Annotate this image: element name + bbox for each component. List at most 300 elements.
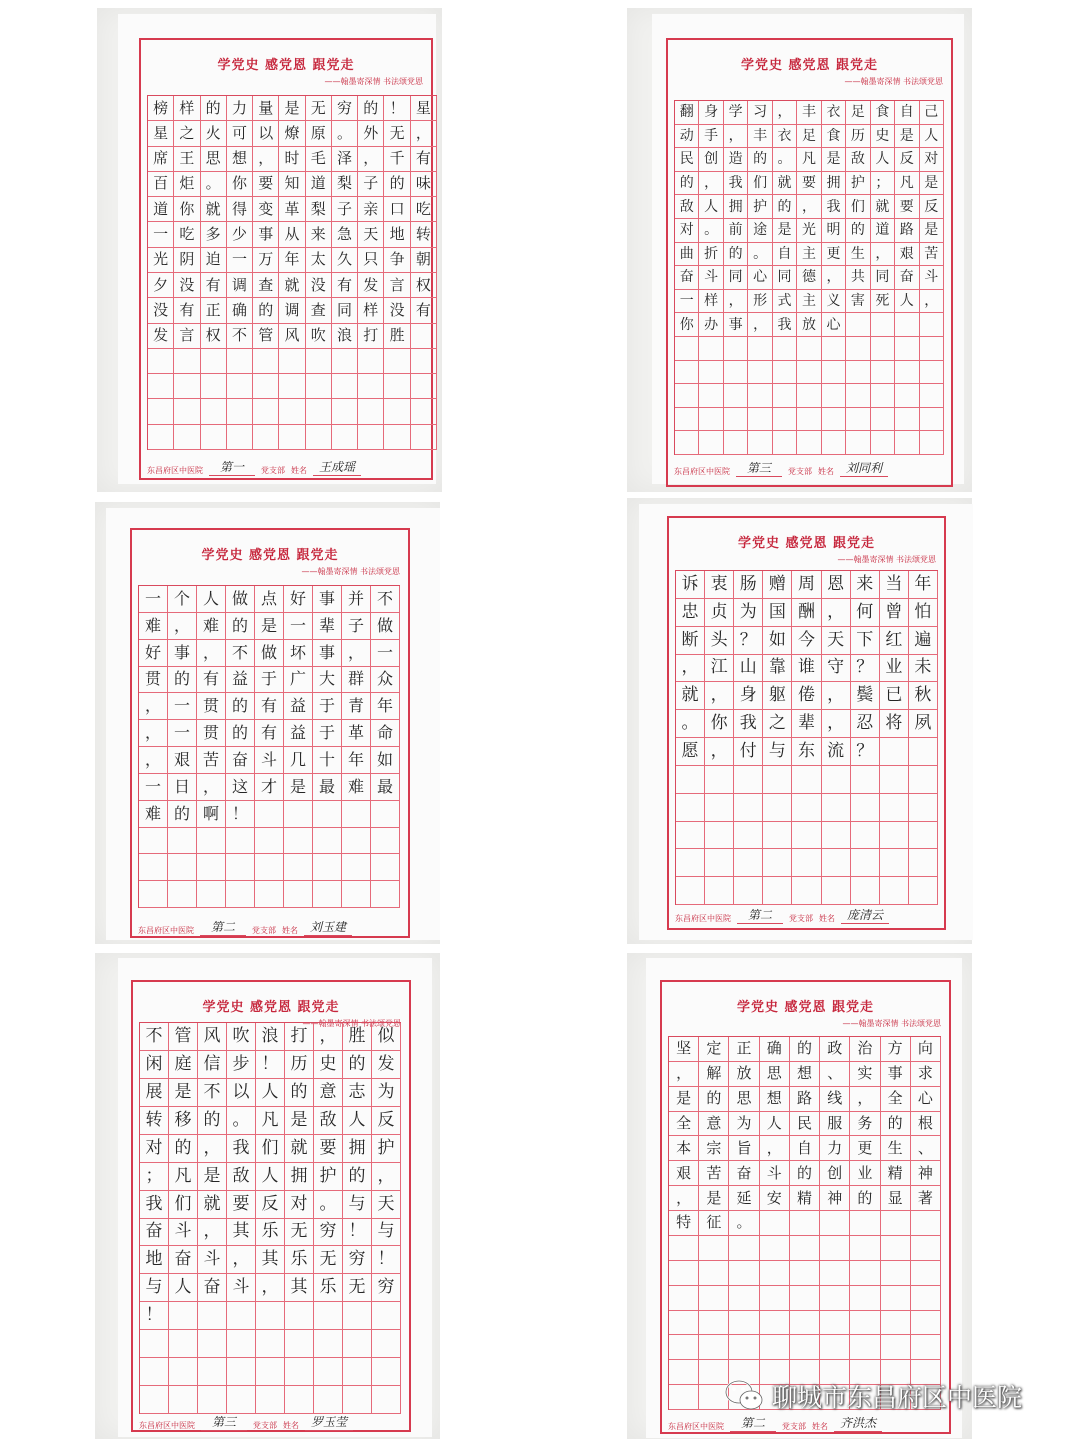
grid-cell: [669, 1261, 699, 1286]
grid-cell: 事: [724, 313, 748, 337]
grid-cell: 。: [227, 1107, 256, 1135]
grid-cell: 益: [226, 667, 255, 694]
grid-cell: 是: [198, 1163, 227, 1191]
grid-cell: 事: [253, 222, 279, 247]
grid-cell: [763, 849, 792, 877]
grid-cell: ，: [871, 243, 895, 267]
grid-cell: [724, 361, 748, 385]
grid-cell: 全: [669, 1112, 699, 1137]
grid-cell: 服: [820, 1112, 850, 1137]
grid-cell: 穷: [372, 1274, 401, 1302]
grid-cell: 似: [372, 1023, 401, 1051]
grid-cell: [881, 1311, 911, 1336]
grid-cell: 口: [384, 197, 410, 222]
hospital-label: 东昌府区中医院: [668, 1422, 724, 1431]
grid-cell: 艰: [168, 747, 197, 774]
grid-cell: 护: [314, 1163, 343, 1191]
grid-cell: 乐: [256, 1219, 285, 1247]
grid-cell: [669, 1311, 699, 1336]
grid-cell: 我: [140, 1191, 169, 1219]
grid-cell: [705, 822, 734, 850]
grid-cell: [820, 1261, 850, 1286]
sheet-subtitle: ——翰墨寄深情 书法颂党恩: [301, 567, 400, 576]
grid-cell: 没: [148, 298, 174, 323]
grid-cell: 是: [285, 1107, 314, 1135]
grid-cell: 凡: [169, 1163, 198, 1191]
grid-cell: 人: [197, 586, 226, 613]
grid-cell: ，: [256, 1274, 285, 1302]
grid-cell: 辈: [313, 613, 342, 640]
grid-cell: 贯: [197, 693, 226, 720]
grid-cell: [920, 313, 944, 337]
grid-cell: [699, 361, 723, 385]
grid-cell: 倦: [792, 682, 821, 710]
grid-cell: [227, 425, 253, 450]
grid-cell: [760, 1286, 790, 1311]
grid-cell: 是: [822, 148, 846, 172]
sheet-footer: [138, 918, 402, 936]
grid-cell: [763, 822, 792, 850]
grid-cell: [372, 1330, 401, 1358]
grid-cell: 群: [342, 667, 371, 694]
grid-cell: 江: [705, 655, 734, 683]
grid-cell: 一: [371, 640, 400, 667]
grid-cell: 以: [227, 1079, 256, 1107]
grid-cell: [699, 337, 723, 361]
grid-cell: [169, 1302, 198, 1330]
grid-cell: 旨: [729, 1136, 759, 1161]
grid-cell: 凡: [895, 172, 919, 196]
grid-cell: [846, 408, 870, 432]
writer-name: 王成瑶: [313, 458, 361, 476]
grid-cell: 你: [675, 313, 699, 337]
grid-cell: 没: [174, 273, 200, 298]
grid-cell: [909, 877, 938, 905]
grid-cell: 延: [729, 1186, 759, 1211]
grid-cell: 。: [332, 121, 358, 146]
grid-cell: [227, 374, 253, 399]
grid-cell: [734, 822, 763, 850]
grid-cell: ，: [760, 1136, 790, 1161]
grid-cell: [822, 384, 846, 408]
name-label: 姓名: [291, 466, 307, 475]
grid-cell: [850, 1211, 880, 1236]
grid-cell: 反: [920, 195, 944, 219]
grid-cell: 的: [699, 1087, 729, 1112]
grid-cell: 征: [699, 1211, 729, 1236]
grid-cell: 只: [358, 248, 384, 273]
grid-cell: 子: [332, 197, 358, 222]
grid-cell: [748, 361, 772, 385]
grid-cell: 转: [140, 1107, 169, 1135]
grid-cell: 遍: [909, 627, 938, 655]
grid-cell: 流: [822, 738, 851, 766]
grid-cell: 忠: [676, 599, 705, 627]
grid-cell: 来: [851, 571, 880, 599]
grid-cell: 地: [140, 1246, 169, 1274]
grid-cell: [227, 1330, 256, 1358]
grid-cell: 自: [790, 1136, 820, 1161]
grid-cell: [256, 1386, 285, 1414]
grid-cell: [850, 1261, 880, 1286]
grid-cell: 。: [699, 219, 723, 243]
grid-cell: 们: [846, 195, 870, 219]
grid-cell: [284, 881, 313, 908]
grid-cell: ！: [384, 96, 410, 121]
grid-cell: 路: [790, 1087, 820, 1112]
name-label: 姓名: [283, 1421, 299, 1430]
grid-cell: 道: [871, 219, 895, 243]
grid-cell: 的: [724, 243, 748, 267]
grid-cell: [705, 849, 734, 877]
grid-cell: 造: [724, 148, 748, 172]
grid-cell: 道: [306, 172, 332, 197]
grid-cell: ，: [198, 1135, 227, 1163]
grid-cell: [729, 1311, 759, 1336]
grid-cell: 无: [314, 1246, 343, 1274]
sheet-footer: [674, 459, 945, 477]
grid-cell: 调: [227, 273, 253, 298]
grid-cell: [773, 337, 797, 361]
grid-cell: 乐: [314, 1274, 343, 1302]
grid-cell: ，: [676, 655, 705, 683]
grid-cell: 点: [255, 586, 284, 613]
grid-cell: ，: [139, 747, 168, 774]
grid-cell: [358, 399, 384, 424]
grid-cell: 苦: [197, 747, 226, 774]
grid-cell: 创: [820, 1161, 850, 1186]
grid-cell: 争: [384, 248, 410, 273]
grid-cell: [792, 849, 821, 877]
grid-cell: 地: [384, 222, 410, 247]
grid-cell: ，: [358, 147, 384, 172]
grid-cell: 更: [850, 1136, 880, 1161]
grid-cell: 志: [343, 1079, 372, 1107]
grid-cell: [313, 801, 342, 828]
grid-cell: ，: [797, 195, 821, 219]
grid-cell: ，: [822, 710, 851, 738]
grid-cell: 下: [851, 627, 880, 655]
grid-cell: 思: [201, 147, 227, 172]
grid-cell: 要: [895, 195, 919, 219]
grid-cell: 闲: [140, 1051, 169, 1079]
grid-cell: 已: [880, 682, 909, 710]
grid-cell: 吹: [306, 324, 332, 349]
grid-cell: [148, 349, 174, 374]
grid-cell: 奋: [895, 266, 919, 290]
writing-grid: [675, 570, 938, 905]
grid-cell: 头: [705, 627, 734, 655]
grid-cell: [227, 1302, 256, 1330]
grid-cell: 拥: [724, 195, 748, 219]
grid-cell: [342, 828, 371, 855]
grid-cell: [411, 349, 437, 374]
grid-cell: [820, 1286, 850, 1311]
grid-cell: 动: [675, 125, 699, 149]
grid-cell: 泽: [332, 147, 358, 172]
grid-cell: 心: [911, 1087, 941, 1112]
grid-cell: 并: [342, 586, 371, 613]
grid-cell: [285, 1302, 314, 1330]
grid-cell: [669, 1286, 699, 1311]
grid-cell: 益: [284, 693, 313, 720]
grid-cell: 对: [140, 1135, 169, 1163]
grid-cell: 意: [699, 1112, 729, 1137]
grid-cell: 人: [169, 1274, 198, 1302]
grid-cell: 星: [148, 121, 174, 146]
grid-cell: 移: [169, 1107, 198, 1135]
grid-cell: 急: [332, 222, 358, 247]
grid-cell: [342, 881, 371, 908]
grid-cell: 的: [253, 298, 279, 323]
grid-cell: 将: [880, 710, 909, 738]
grid-cell: 命: [371, 720, 400, 747]
grid-cell: 曾: [880, 599, 909, 627]
grid-cell: 与: [372, 1219, 401, 1247]
grid-cell: [148, 399, 174, 424]
grid-cell: [255, 854, 284, 881]
grid-cell: [197, 854, 226, 881]
grid-cell: 发: [148, 324, 174, 349]
grid-cell: 。: [201, 172, 227, 197]
grid-cell: 艰: [669, 1161, 699, 1186]
grid-cell: 毛: [306, 147, 332, 172]
grid-cell: ，: [227, 1246, 256, 1274]
grid-cell: 奋: [198, 1274, 227, 1302]
grid-cell: [911, 1211, 941, 1236]
grid-cell: 贯: [139, 667, 168, 694]
grid-cell: 身: [734, 682, 763, 710]
grid-cell: [822, 408, 846, 432]
grid-cell: 个: [168, 586, 197, 613]
grid-cell: [911, 1236, 941, 1261]
grid-cell: 天: [358, 222, 384, 247]
grid-cell: 敌: [314, 1107, 343, 1135]
sheet-title: 学党史 感党恩 跟党走: [202, 1000, 340, 1015]
grid-cell: [227, 349, 253, 374]
grid-cell: [797, 408, 821, 432]
sheet-footer: [675, 906, 938, 924]
grid-cell: 步: [227, 1051, 256, 1079]
grid-cell: [227, 1386, 256, 1414]
grid-cell: 全: [881, 1087, 911, 1112]
grid-cell: 浪: [256, 1023, 285, 1051]
writer-name: 庞清云: [841, 906, 889, 924]
grid-cell: 周: [792, 571, 821, 599]
grid-cell: 付: [734, 738, 763, 766]
grid-cell: 查: [306, 298, 332, 323]
grid-cell: [343, 1302, 372, 1330]
grid-cell: [880, 794, 909, 822]
grid-cell: [198, 1330, 227, 1358]
grid-cell: 与: [140, 1274, 169, 1302]
grid-cell: 手: [699, 125, 723, 149]
grid-cell: [306, 399, 332, 424]
grid-cell: [880, 849, 909, 877]
grid-cell: 的: [850, 1186, 880, 1211]
grid-cell: [676, 822, 705, 850]
grid-cell: [895, 384, 919, 408]
grid-cell: ！: [372, 1246, 401, 1274]
grid-cell: 穷: [343, 1246, 372, 1274]
grid-cell: 主: [797, 243, 821, 267]
grid-cell: 权: [201, 324, 227, 349]
grid-cell: 查: [253, 273, 279, 298]
grid-cell: 历: [846, 125, 870, 149]
grid-cell: [332, 399, 358, 424]
grid-cell: 生: [846, 243, 870, 267]
grid-cell: ，: [724, 125, 748, 149]
grid-cell: 想: [790, 1062, 820, 1087]
grid-cell: [314, 1386, 343, 1414]
grid-cell: [820, 1311, 850, 1336]
branch-label: 党支部: [261, 466, 285, 475]
grid-cell: 变: [253, 197, 279, 222]
grid-cell: 就: [198, 1191, 227, 1219]
grid-cell: [256, 1330, 285, 1358]
grid-cell: 一: [284, 613, 313, 640]
grid-cell: [675, 384, 699, 408]
grid-cell: [880, 822, 909, 850]
grid-cell: [911, 1286, 941, 1311]
grid-cell: [895, 431, 919, 455]
grid-cell: [306, 425, 332, 450]
grid-cell: 以: [253, 121, 279, 146]
grid-cell: 做: [371, 613, 400, 640]
sheet-subtitle: ——翰墨寄深情 书法颂党恩: [844, 77, 943, 86]
grid-cell: 翻: [675, 101, 699, 125]
grid-cell: [198, 1302, 227, 1330]
grid-cell: 打: [358, 324, 384, 349]
grid-cell: [871, 408, 895, 432]
grid-cell: [763, 877, 792, 905]
grid-cell: 为: [734, 599, 763, 627]
grid-cell: [313, 881, 342, 908]
grid-cell: [909, 822, 938, 850]
grid-cell: 衷: [705, 571, 734, 599]
grid-cell: ，: [724, 290, 748, 314]
hospital-label: 东昌府区中医院: [674, 467, 730, 476]
grid-cell: [174, 425, 200, 450]
grid-cell: [279, 374, 305, 399]
grid-cell: 万: [253, 248, 279, 273]
writing-grid: [139, 1022, 401, 1414]
grid-cell: [343, 1358, 372, 1386]
grid-cell: 解: [699, 1062, 729, 1087]
grid-cell: 同: [871, 266, 895, 290]
grid-cell: [822, 822, 851, 850]
grid-cell: 为: [729, 1112, 759, 1137]
grid-cell: [384, 399, 410, 424]
grid-cell: 精: [790, 1186, 820, 1211]
grid-cell: [851, 766, 880, 794]
grid-cell: [920, 361, 944, 385]
branch-number: 第二: [200, 918, 246, 936]
grid-cell: 好: [139, 640, 168, 667]
grid-cell: 死: [871, 290, 895, 314]
grid-cell: [285, 1358, 314, 1386]
grid-cell: [306, 374, 332, 399]
grid-cell: [676, 766, 705, 794]
grid-cell: [313, 854, 342, 881]
grid-cell: 事: [313, 640, 342, 667]
grid-cell: 人: [699, 195, 723, 219]
grid-cell: [411, 425, 437, 450]
grid-cell: 迫: [201, 248, 227, 273]
grid-cell: 我: [734, 710, 763, 738]
grid-cell: [871, 361, 895, 385]
grid-cell: 曲: [675, 243, 699, 267]
grid-cell: 根: [911, 1112, 941, 1137]
grid-cell: 躯: [763, 682, 792, 710]
grid-cell: 斗: [227, 1274, 256, 1302]
grid-cell: 奋: [226, 747, 255, 774]
grid-cell: [880, 877, 909, 905]
grid-cell: 德: [797, 266, 821, 290]
grid-cell: 广: [284, 667, 313, 694]
grid-cell: 人: [256, 1079, 285, 1107]
grid-cell: 折: [699, 243, 723, 267]
grid-cell: [669, 1385, 699, 1410]
grid-cell: 样: [358, 298, 384, 323]
grid-cell: 夕: [148, 273, 174, 298]
grid-cell: 丰: [797, 101, 821, 125]
grid-cell: 不: [198, 1079, 227, 1107]
name-label: 姓名: [818, 467, 834, 476]
hospital-label: 东昌府区中医院: [147, 466, 203, 475]
grid-cell: 你: [227, 172, 253, 197]
grid-cell: 于: [313, 720, 342, 747]
grid-cell: 年: [342, 747, 371, 774]
grid-cell: [871, 313, 895, 337]
grid-cell: 务: [850, 1112, 880, 1137]
grid-cell: 的: [748, 148, 772, 172]
grid-cell: [846, 361, 870, 385]
grid-cell: 一: [675, 290, 699, 314]
grid-cell: 安: [760, 1186, 790, 1211]
branch-label: 党支部: [789, 914, 813, 923]
grid-cell: 才: [255, 774, 284, 801]
grid-cell: 力: [820, 1136, 850, 1161]
writer-name: 刘同利: [840, 459, 888, 477]
grid-cell: 恩: [822, 571, 851, 599]
grid-cell: 年: [371, 693, 400, 720]
grid-cell: 国: [763, 599, 792, 627]
grid-cell: 对: [920, 148, 944, 172]
grid-cell: [699, 1261, 729, 1286]
grid-cell: 心: [822, 313, 846, 337]
grid-cell: [760, 1335, 790, 1360]
grid-cell: 人: [760, 1112, 790, 1137]
grid-cell: 史: [871, 125, 895, 149]
writing-grid: [138, 585, 400, 908]
grid-cell: 一: [168, 693, 197, 720]
grid-cell: [724, 337, 748, 361]
grid-cell: 要: [253, 172, 279, 197]
grid-cell: 从: [279, 222, 305, 247]
grid-cell: 就: [279, 273, 305, 298]
grid-cell: [797, 384, 821, 408]
grid-cell: 的: [285, 1079, 314, 1107]
grid-cell: 同: [773, 266, 797, 290]
grid-cell: [851, 849, 880, 877]
grid-cell: 这: [226, 774, 255, 801]
grid-cell: 样: [699, 290, 723, 314]
grid-cell: ！: [140, 1302, 169, 1330]
grid-cell: [822, 361, 846, 385]
writing-grid: [147, 95, 437, 450]
grid-cell: 业: [880, 655, 909, 683]
